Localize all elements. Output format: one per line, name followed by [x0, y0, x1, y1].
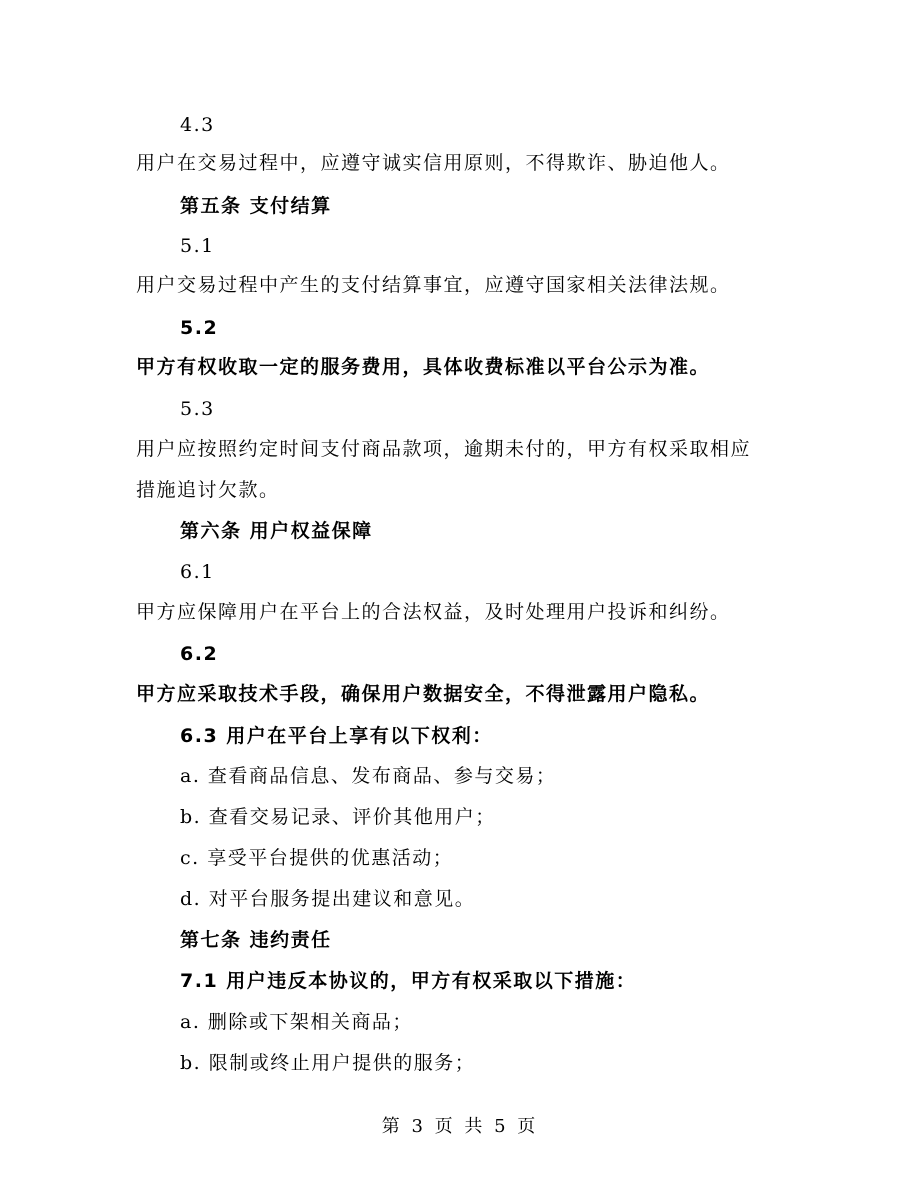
clause-5-3-text-line2: 措施追讨欠款。 [136, 479, 280, 501]
clause-4-3-number: 4.3 [180, 114, 215, 136]
list-item-7-1-a: a. 删除或下架相关商品； [180, 1011, 413, 1033]
clause-6-2-text: 甲方应采取技术手段，确保用户数据安全，不得泄露用户隐私。 [136, 683, 711, 705]
clause-6-1-number: 6.1 [180, 561, 215, 583]
list-item-7-1-b: b. 限制或终止用户提供的服务； [180, 1052, 476, 1074]
clause-7-1-heading: 7.1 用户违反本协议的，甲方有权采取以下措施： [180, 970, 637, 992]
list-item-6-3-b: b. 查看交易记录、评价其他用户； [180, 806, 496, 828]
list-item-6-3-a: a. 查看商品信息、发布商品、参与交易； [180, 765, 557, 787]
list-item-6-3-d: d. 对平台服务提出建议和意见。 [180, 888, 476, 910]
clause-5-3-number: 5.3 [180, 398, 215, 420]
clause-5-2-number: 5.2 [180, 317, 219, 339]
clause-4-3-text: 用户在交易过程中，应遵守诚实信用原则，不得欺诈、胁迫他人。 [136, 152, 731, 174]
clause-6-3-heading: 6.3 用户在平台上享有以下权利： [180, 725, 493, 747]
clause-5-1-number: 5.1 [180, 235, 215, 257]
clause-5-3-text-line1: 用户应按照约定时间支付商品款项，逾期未付的，甲方有权采取相应 [136, 438, 752, 460]
article-7-heading: 第七条 违约责任 [180, 929, 332, 951]
article-6-heading: 第六条 用户权益保障 [180, 520, 373, 542]
article-5-heading: 第五条 支付结算 [180, 195, 332, 217]
page-number-footer: 第 3 页 共 5 页 [381, 1116, 539, 1137]
clause-5-1-text: 用户交易过程中产生的支付结算事宜，应遵守国家相关法律法规。 [136, 274, 731, 296]
clause-6-1-text: 甲方应保障用户在平台上的合法权益，及时处理用户投诉和纠纷。 [136, 601, 731, 623]
clause-6-2-number: 6.2 [180, 643, 219, 665]
clause-5-2-text: 甲方有权收取一定的服务费用，具体收费标准以平台公示为准。 [136, 356, 711, 378]
list-item-6-3-c: c. 享受平台提供的优惠活动； [180, 847, 454, 869]
